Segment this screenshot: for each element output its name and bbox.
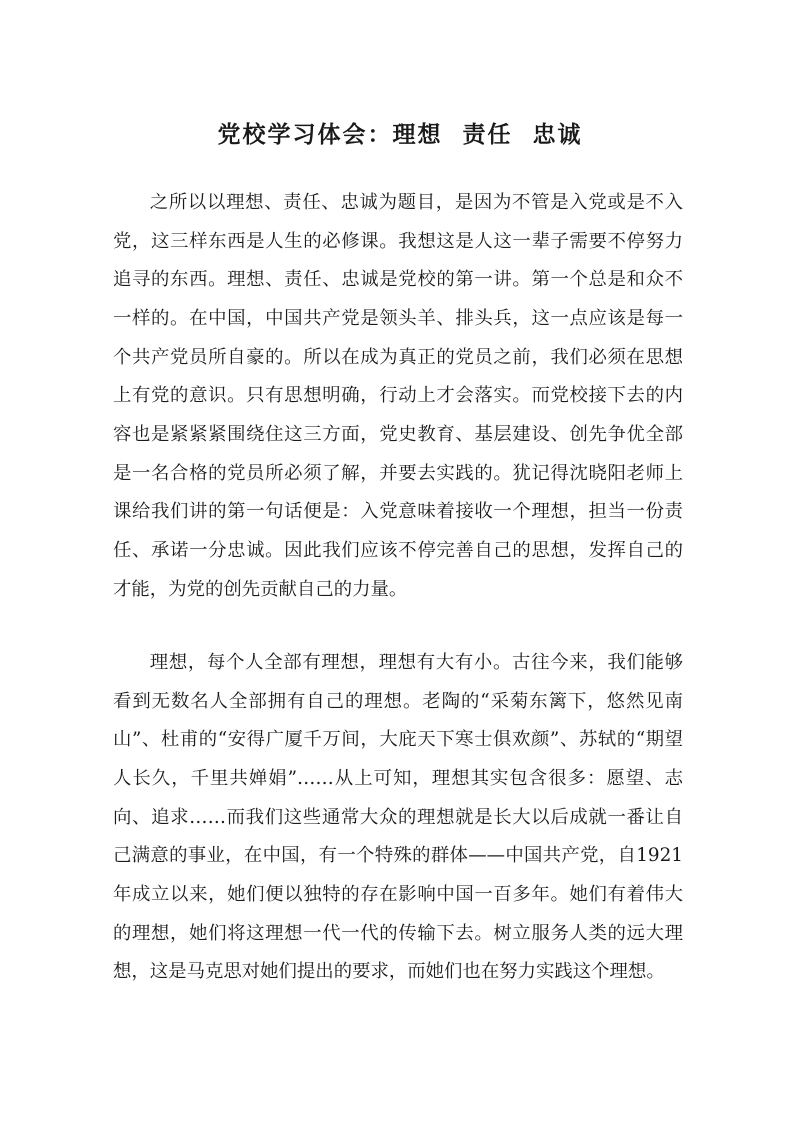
- body-paragraph: 理想，每个人全部有理想，理想有大有小。古往今来，我们能够看到无数名人全部拥有自己的理想。老陶的“采菊东篱下，悠然见南山”、杜甫的“安得广厦千万间，大庇天下寒士俱欢颜”、苏轼的“期望人长久，千里共婵娟”……从上可知，理想其实包含很多：愿望、志向、追求……而我们这些通常大众的理想就是长大以后成就一番让自己满意的事业，在中国，有一个特殊的群体——中国共产党，自1921年成立以来，她们便以独特的存在影响中国一百多年。她们有着伟大的理想，她们将这理想一代一代的传输下去。树立服务人类的远大理想，这是马克思对她们提出的要求，而她们也在努力实践这个理想。: [113, 652, 683, 983]
- page-title: 党校学习体会：理想 责任 忠诚: [217, 121, 583, 149]
- body-paragraph: 之所以以理想、责任、忠诚为题目，是因为不管是入党或是不入党，这三样东西是人生的必修课。我想这是人这一辈子需要不停努力追寻的东西。理想、责任、忠诚是党校的第一讲。第一个总是和众不一样的。在中国，中国共产党是领头羊、排头兵，这一点应该是每一个共产党员所自豪的。所以在成为真正的党员之前，我们必须在思想上有党的意识。只有思想明确，行动上才会落实。而党校接下去的内容也是紧紧紧围绕住这三方面，党史教育、基层建设、创先争优全部是一名合格的党员所必须了解，并要去实践的。犹记得沈晓阳老师上课给我们讲的第一句话便是：入党意味着接收一个理想，担当一份责任、承诺一分忠诚。因此我们应该不停完善自己的思想，发挥自己的才能，为党的创先贡献自己的力量。: [113, 192, 683, 600]
